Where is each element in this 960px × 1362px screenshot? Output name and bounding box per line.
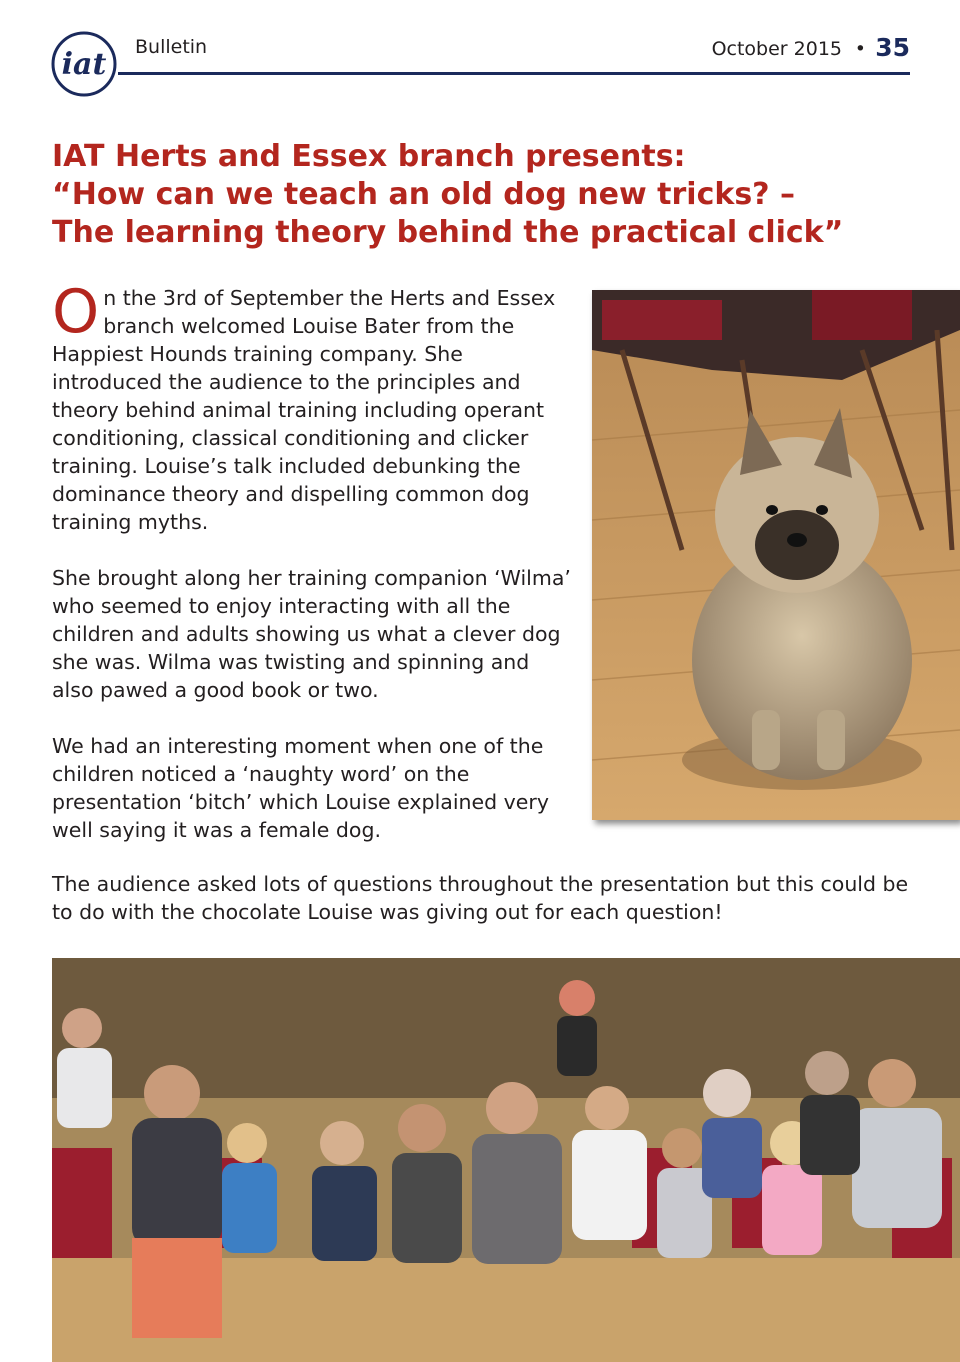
iat-logo <box>50 30 118 98</box>
paragraph-2: She brought along her training companion ‘Wilma’ who seemed to enjoy interacting with all the children and adults showing us what a clever dog she was. Wilma was twisting and spinning and also pawed a good book or two. <box>52 566 571 702</box>
title-line-1: IAT Herts and Essex branch presents: <box>52 139 686 174</box>
svg-text:iat: iat <box>61 47 107 82</box>
title-line-2: “How can we teach an old dog new tricks? – <box>52 177 796 212</box>
paragraph-3: We had an interesting moment when one of the children noticed a ‘naughty word’ on the presentation ‘bitch’ which Louise explained very well saying it was a female dog. <box>52 734 549 842</box>
audience-photo <box>52 958 960 1362</box>
drop-cap: O <box>52 277 100 347</box>
paragraph-4: The audience asked lots of questions throughout the presentation but this could be to do with the chocolate Louise was giving out for each question! <box>52 872 909 924</box>
title-line-3: The learning theory behind the practical click” <box>52 215 844 250</box>
page-number: 35 <box>875 33 910 62</box>
header-bullet: • <box>854 38 866 60</box>
paragraph-1-text: n the 3rd of September the Herts and Essex branch welcomed Louise Bater from the Happiest Hounds training company. She introduced the audience to the principles and theory behind animal training including operant conditioning, classical conditioning and clicker training. Louise’s talk included debunking the dominance theory and dispelling common dog training myths. <box>52 286 556 534</box>
dog-photo <box>592 290 960 820</box>
paragraph-1 <box>52 277 572 536</box>
publication-label: Bulletin <box>135 36 208 58</box>
article-body <box>52 277 572 872</box>
header-rule <box>118 72 910 75</box>
issue-date: October 2015 <box>711 38 842 60</box>
article-title <box>52 138 882 252</box>
